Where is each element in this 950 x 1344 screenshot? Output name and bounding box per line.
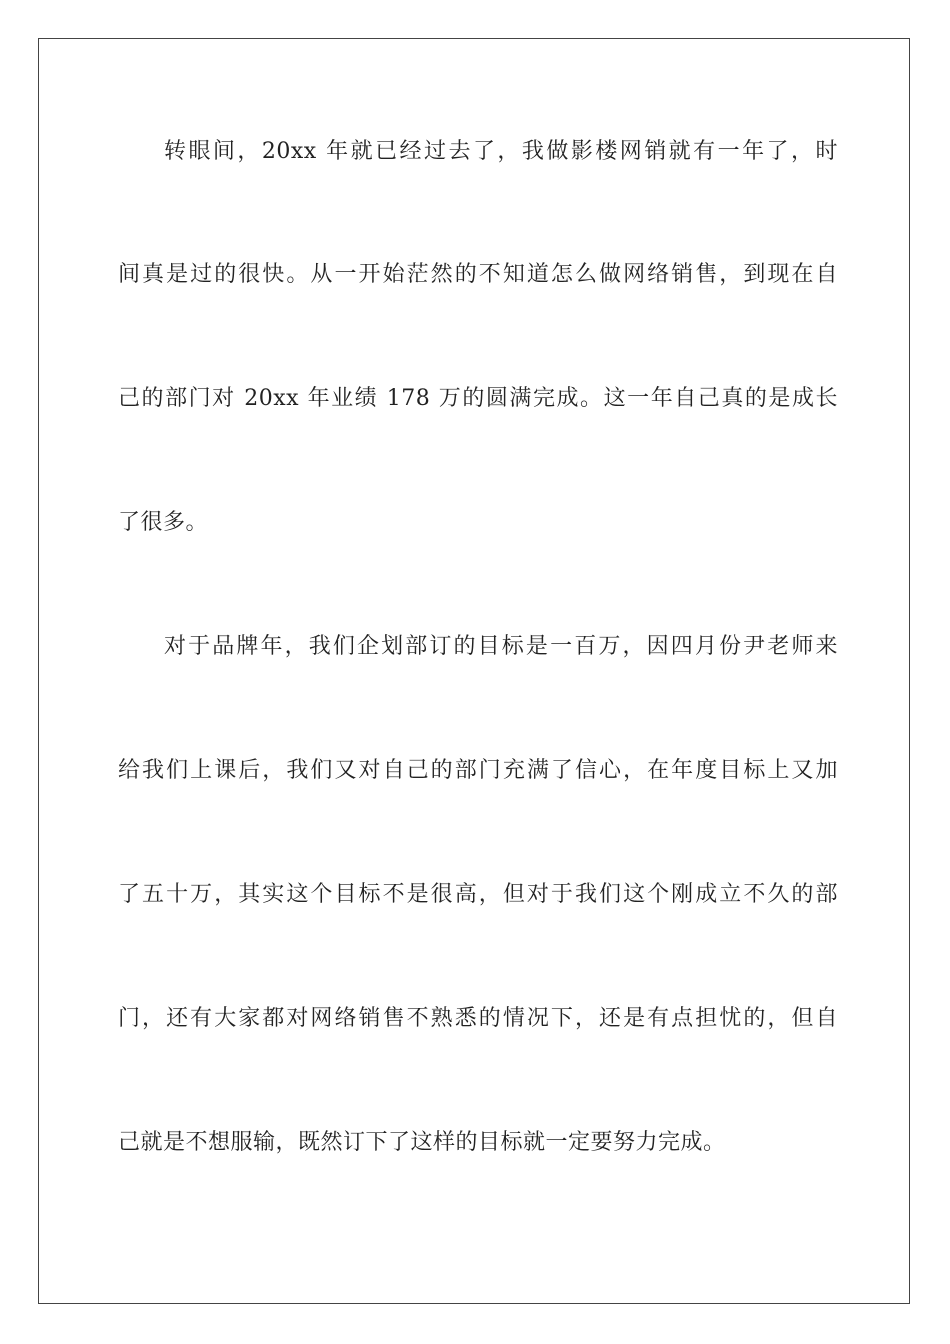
paragraph-1-line-2: 间真是过的很快。从一开始茫然的不知道怎么做网络销售，到现在自 — [118, 262, 838, 287]
paragraph-2-line-3: 了五十万，其实这个目标不是很高，但对于我们这个刚成立不久的部 — [118, 882, 838, 907]
paragraph-2-line-1: 对于品牌年，我们企划部订的目标是一百万，因四月份尹老师来 — [164, 634, 838, 659]
paragraph-1-line-4: 了很多。 — [118, 510, 209, 535]
paragraph-1-line-1: 转眼间，20xx 年就已经过去了，我做影楼网销就有一年了，时 — [164, 139, 838, 164]
paragraph-2-line-4: 门，还有大家都对网络销售不熟悉的情况下，还是有点担忧的，但自 — [118, 1006, 838, 1031]
page-border — [38, 38, 910, 1304]
paragraph-1-line-3: 己的部门对 20xx 年业绩 178 万的圆满完成。这一年自己真的是成长 — [118, 386, 838, 411]
paragraph-2-line-2: 给我们上课后，我们又对自己的部门充满了信心，在年度目标上又加 — [118, 758, 838, 783]
paragraph-2-line-5: 己就是不想服输，既然订下了这样的目标就一定要努力完成。 — [118, 1130, 726, 1155]
